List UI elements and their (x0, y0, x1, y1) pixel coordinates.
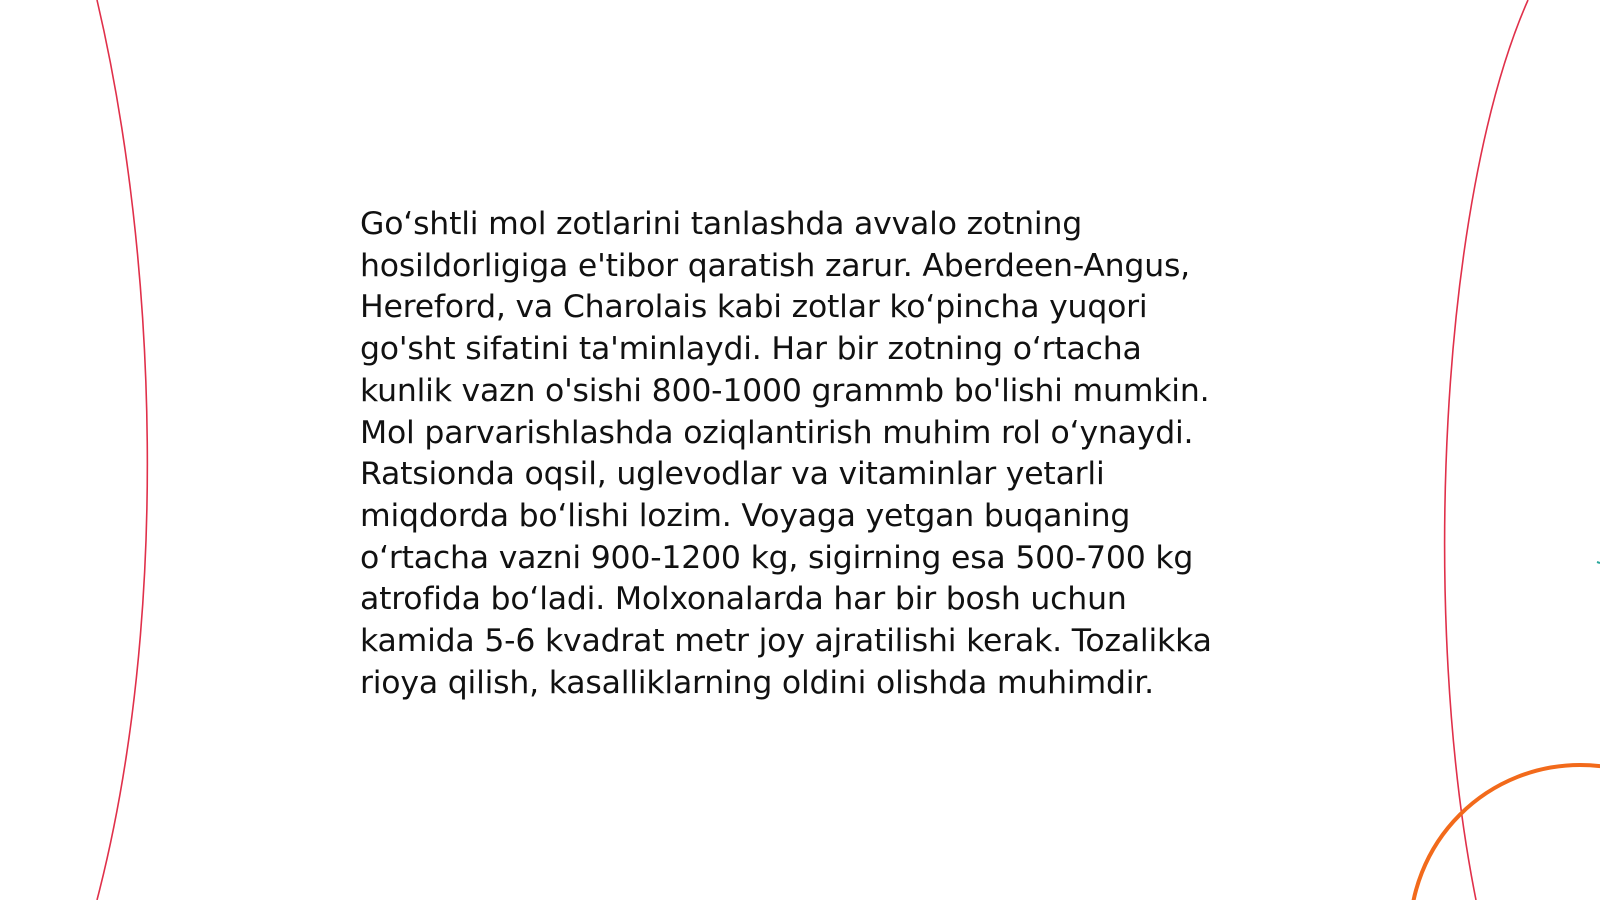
paragraph-line: atrofida boʻladi. Molxonalarda har bir bosh uchun (360, 581, 1127, 618)
left-red-curve (97, 0, 147, 900)
orange-circle-arc (1410, 765, 1600, 900)
paragraph-line: kunlik vazn o'sishi 800-1000 grammb bo'lishi mumkin. (360, 372, 1210, 409)
paragraph-line: Hereford, va Charolais kabi zotlar koʻpincha yuqori (360, 289, 1148, 326)
paragraph-line: hosildorligiga e'tibor qaratish zarur. Aberdeen-Angus, (360, 247, 1190, 284)
paragraph-line: go'sht sifatini ta'minlaydi. Har bir zotning oʻrtacha (360, 331, 1142, 368)
paragraph-line: kamida 5-6 kvadrat metr joy ajratilishi kerak. Tozalikka (360, 623, 1212, 660)
paragraph-line: Mol parvarishlashda oziqlantirish muhim rol oʻynaydi. (360, 414, 1194, 451)
paragraph-line: Goʻshtli mol zotlarini tanlashda avvalo zotning (360, 206, 1083, 242)
paragraph-line: rioya qilish, kasalliklarning oldini olishda muhimdir. (360, 664, 1154, 701)
paragraph-line: Ratsionda oqsil, uglevodlar va vitaminlar yetarli (360, 456, 1105, 493)
paragraph-line: oʻrtacha vazni 900-1200 kg, sigirning esa 500-700 kg (360, 539, 1194, 576)
body-paragraph (360, 204, 1260, 704)
paragraph-line: miqdorda boʻlishi lozim. Voyaga yetgan buqaning (360, 497, 1131, 534)
right-red-curve (1445, 0, 1528, 900)
